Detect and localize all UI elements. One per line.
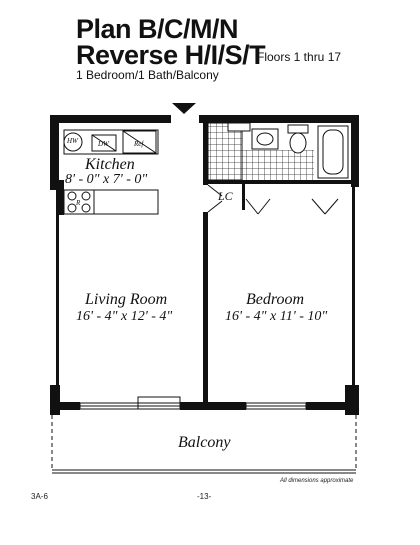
kitchen-name: Kitchen (85, 156, 135, 173)
living-room-dimensions: 16' - 4" x 12' - 4" (76, 309, 173, 324)
entry-arrow-icon (172, 103, 196, 114)
floors-note: Floors 1 thru 17 (257, 50, 342, 64)
refrigerator-label: Ref (134, 140, 144, 148)
range-label: R (76, 199, 81, 207)
bedroom-dimensions: 16' - 4" x 11' - 10" (225, 309, 328, 324)
plan-code: 3A-6 (31, 492, 48, 501)
dimensions-note: All dimensions approximate (280, 478, 354, 484)
sink-icon (252, 129, 278, 149)
water-heater-label: HW (67, 137, 78, 145)
living-room-name: Living Room (85, 291, 168, 308)
toilet-tank-icon (288, 125, 308, 133)
balcony-name: Balcony (178, 434, 231, 451)
reverse-plan-title: Reverse H/I/S/T (76, 40, 266, 70)
kitchen-dimensions: 8' - 0" x 7' - 0" (65, 172, 148, 187)
dishwasher-label: DW (98, 140, 109, 148)
page-number: -13- (197, 492, 212, 501)
toilet-bowl-icon (290, 133, 306, 153)
kitchen-counter (94, 190, 158, 214)
unit-type-subtitle: 1 Bedroom/1 Bath/Balcony (76, 68, 219, 82)
bedroom-name: Bedroom (246, 291, 305, 308)
linen-closet-label: LC (218, 189, 233, 203)
plan-title: Plan B/C/M/N (76, 14, 239, 44)
